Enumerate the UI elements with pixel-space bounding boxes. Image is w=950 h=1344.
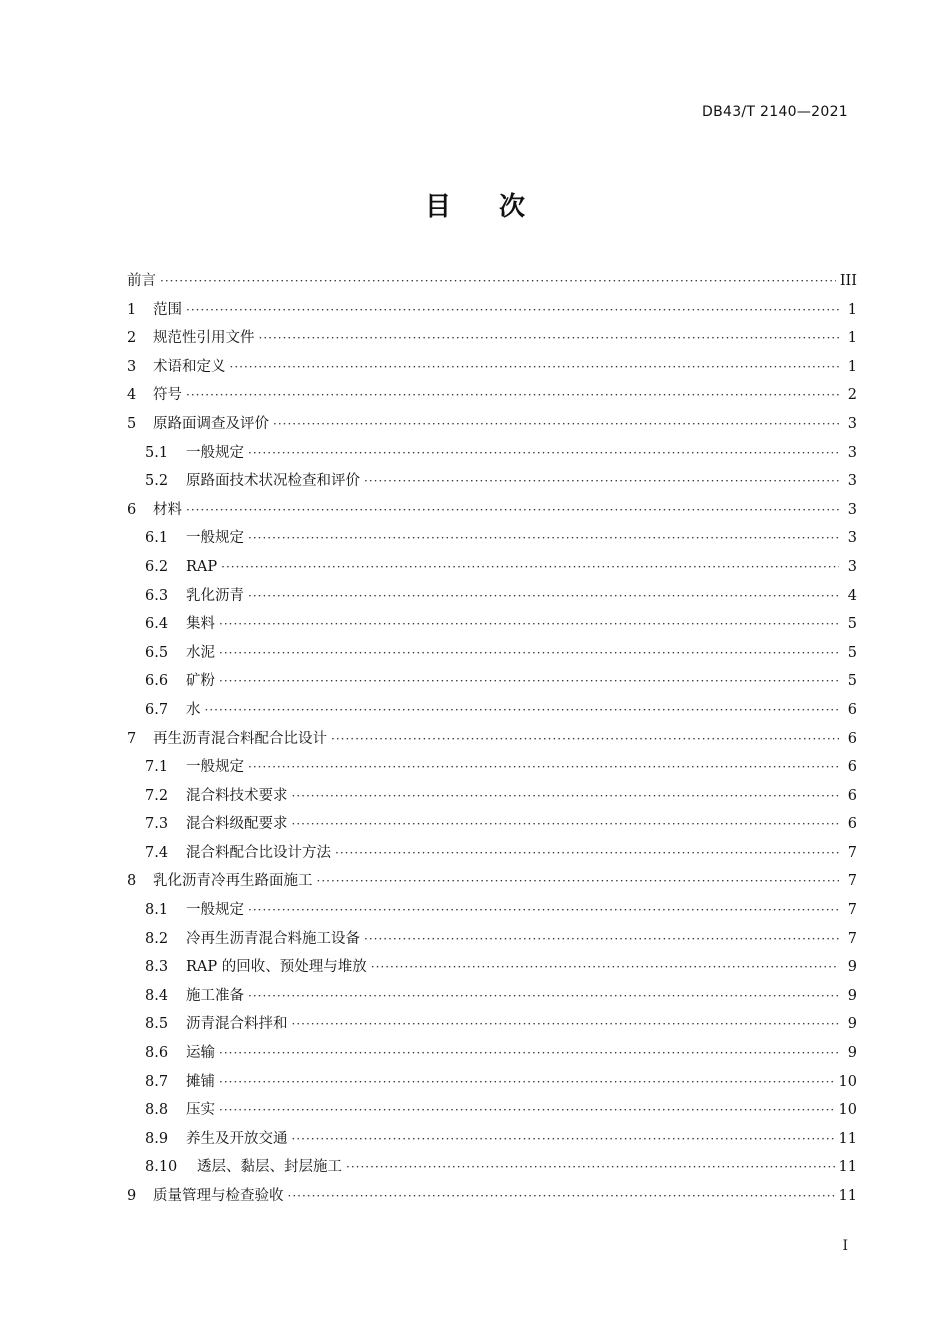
toc-entry-page: 6 [847, 787, 857, 804]
dot-leader [219, 639, 839, 668]
toc-entry-number: 8 [127, 873, 137, 890]
toc-entry-label: 水泥 [186, 644, 215, 661]
table-of-contents [127, 267, 857, 1211]
toc-entry-number: 6.3 [145, 587, 169, 604]
dot-leader [273, 410, 839, 439]
toc-entry-label: 材料 [153, 501, 182, 518]
toc-entry-page: 11 [838, 1130, 857, 1147]
dot-leader [248, 439, 839, 468]
dot-leader [186, 296, 839, 325]
toc-entry-label: RAP 的回收、预处理与堆放 [186, 959, 367, 976]
toc-entry-number: 6 [127, 501, 137, 518]
toc-entry-number: 7.3 [145, 816, 169, 833]
toc-entry-page: 6 [847, 816, 857, 833]
dot-leader [219, 667, 839, 696]
toc-entry[interactable] [127, 1096, 857, 1125]
toc-entry[interactable] [127, 696, 857, 725]
dot-leader [248, 753, 839, 782]
toc-entry-number: 6.2 [145, 558, 169, 575]
toc-entry-number: 6.5 [145, 644, 169, 661]
toc-entry-page: 9 [847, 987, 857, 1004]
toc-entry[interactable] [127, 324, 857, 353]
toc-entry[interactable] [127, 1182, 857, 1211]
toc-entry[interactable] [127, 439, 857, 468]
toc-entry-page: 11 [838, 1188, 857, 1204]
toc-entry-page: 6 [847, 759, 857, 776]
dot-leader [248, 582, 839, 611]
toc-entry-label: 冷再生沥青混合料施工设备 [186, 930, 360, 947]
toc-entry-number: 7.4 [145, 844, 169, 861]
toc-entry[interactable] [127, 1153, 857, 1182]
dot-leader [219, 610, 839, 639]
dot-leader [160, 267, 836, 296]
toc-entry-number: 9 [127, 1188, 137, 1204]
dot-leader [288, 1182, 835, 1211]
dot-leader [292, 782, 840, 811]
toc-entry-number: 5 [127, 415, 137, 432]
dot-leader [186, 496, 839, 525]
toc-entry-number: 6.1 [145, 530, 169, 547]
toc-entry-label: 乳化沥青冷再生路面施工 [153, 873, 313, 890]
toc-entry-page: 5 [847, 673, 857, 690]
toc-entry[interactable] [127, 410, 857, 439]
toc-entry-label: 运输 [186, 1045, 215, 1062]
toc-entry-page: 11 [838, 1159, 857, 1176]
dot-leader [205, 696, 840, 725]
toc-entry-label: 一般规定 [186, 444, 244, 461]
toc-entry-page: 9 [847, 1045, 857, 1062]
toc-entry[interactable] [127, 753, 857, 782]
toc-entry[interactable] [127, 667, 857, 696]
dot-leader [230, 353, 840, 382]
toc-entry-page: 1 [847, 358, 857, 375]
toc-entry-page: 10 [838, 1073, 857, 1090]
toc-entry-number: 8.4 [145, 987, 169, 1004]
dot-leader [259, 324, 840, 353]
toc-entry-label: 原路面调查及评价 [153, 415, 269, 432]
toc-entry-number: 8.5 [145, 1016, 169, 1033]
toc-entry-page: 7 [847, 844, 857, 861]
toc-entry[interactable] [127, 839, 857, 868]
toc-entry-page: 5 [847, 644, 857, 661]
toc-entry-number: 6.4 [145, 616, 169, 633]
toc-entry-page: 1 [847, 330, 857, 347]
toc-entry-number: 8.3 [145, 959, 169, 976]
dot-leader [364, 467, 839, 496]
dot-leader [248, 982, 839, 1011]
toc-entry-label: 混合料技术要求 [186, 787, 288, 804]
toc-entry[interactable] [127, 953, 857, 982]
toc-entry[interactable] [127, 381, 857, 410]
toc-entry-page: 7 [847, 930, 857, 947]
toc-entry-page: 7 [847, 873, 857, 890]
toc-entry-number: 8.6 [145, 1045, 169, 1062]
toc-entry-number: 8.7 [145, 1073, 169, 1090]
toc-entry[interactable] [127, 353, 857, 382]
toc-entry-page: 3 [847, 444, 857, 461]
toc-entry-page: 6 [847, 730, 857, 747]
toc-entry-number: 1 [127, 301, 137, 318]
toc-entry[interactable] [127, 496, 857, 525]
toc-entry-label: 规范性引用文件 [153, 330, 255, 347]
toc-entry-label: 透层、黏层、封层施工 [197, 1159, 342, 1176]
toc-entry-page: 6 [847, 701, 857, 718]
toc-entry-number: 8.10 [145, 1159, 178, 1176]
toc-entry-label: 矿粉 [186, 673, 215, 690]
toc-entry[interactable] [127, 982, 857, 1011]
toc-entry-number: 7.1 [145, 759, 169, 776]
toc-entry-number: 6.6 [145, 673, 169, 690]
dot-leader [186, 381, 839, 410]
dot-leader [371, 953, 839, 982]
toc-entry-number: 7.2 [145, 787, 169, 804]
toc-entry-number: 6.7 [145, 701, 169, 718]
toc-entry-label: 混合料配合比设计方法 [186, 844, 331, 861]
toc-entry[interactable] [127, 267, 857, 296]
toc-entry-number: 5.2 [145, 473, 169, 490]
dot-leader [219, 1096, 835, 1125]
toc-entry[interactable] [127, 896, 857, 925]
toc-entry-page: 1 [847, 301, 857, 318]
toc-entry-label: 沥青混合料拌和 [186, 1016, 288, 1033]
toc-entry-page: 10 [838, 1102, 857, 1119]
dot-leader [292, 1125, 835, 1154]
toc-entry[interactable] [127, 1125, 857, 1154]
toc-entry[interactable] [127, 639, 857, 668]
toc-entry[interactable] [127, 1010, 857, 1039]
toc-entry[interactable] [127, 867, 857, 896]
toc-entry-page: 9 [847, 1016, 857, 1033]
toc-entry-number: 3 [127, 358, 137, 375]
toc-entry-label: 乳化沥青 [186, 587, 244, 604]
dot-leader [364, 925, 839, 954]
toc-entry-label: 一般规定 [186, 902, 244, 919]
toc-entry[interactable] [127, 925, 857, 954]
toc-entry[interactable] [127, 582, 857, 611]
toc-entry-number: 8.1 [145, 902, 169, 919]
toc-entry-page: 3 [847, 473, 857, 490]
dot-leader [317, 867, 840, 896]
toc-entry-number: 8.9 [145, 1130, 169, 1147]
toc-entry-label: 集料 [186, 616, 215, 633]
toc-entry-label: 术语和定义 [153, 358, 226, 375]
dot-leader [335, 839, 839, 868]
toc-entry-page: 3 [847, 558, 857, 575]
toc-entry-label: 符号 [153, 387, 182, 404]
toc-entry-label: 范围 [153, 301, 182, 318]
toc-entry-label: RAP [186, 558, 218, 575]
toc-entry[interactable] [127, 725, 857, 754]
toc-entry-page: III [839, 273, 857, 289]
toc-entry-label: 混合料级配要求 [186, 816, 288, 833]
toc-entry-page: 4 [847, 587, 857, 604]
toc-entry-number: 4 [127, 387, 137, 404]
dot-leader [292, 810, 840, 839]
toc-entry[interactable] [127, 296, 857, 325]
dot-leader [346, 1153, 835, 1182]
toc-entry-number: 8.2 [145, 930, 169, 947]
page-number: I [842, 1238, 848, 1254]
toc-entry-label: 压实 [186, 1102, 215, 1119]
toc-entry[interactable] [127, 810, 857, 839]
toc-entry[interactable] [127, 610, 857, 639]
toc-entry-page: 9 [847, 959, 857, 976]
toc-entry-number: 2 [127, 330, 137, 347]
toc-entry-label: 摊铺 [186, 1073, 215, 1090]
toc-entry[interactable] [127, 524, 857, 553]
toc-entry-label: 再生沥青混合料配合比设计 [153, 730, 327, 747]
toc-entry[interactable] [127, 1068, 857, 1097]
toc-entry[interactable] [127, 467, 857, 496]
dot-leader [219, 1039, 839, 1068]
document-code: DB43/T 2140—2021 [702, 104, 848, 120]
page-title: 目次 [424, 192, 573, 222]
toc-entry-page: 7 [847, 902, 857, 919]
toc-entry-label: 前言 [127, 273, 156, 289]
toc-entry-page: 3 [847, 530, 857, 547]
toc-entry-label: 养生及开放交通 [186, 1130, 288, 1147]
dot-leader [248, 896, 839, 925]
dot-leader [219, 1068, 835, 1097]
toc-entry-label: 质量管理与检查验收 [153, 1188, 284, 1204]
toc-entry-number: 7 [127, 730, 137, 747]
toc-entry-number: 8.8 [145, 1102, 169, 1119]
dot-leader [292, 1010, 840, 1039]
toc-entry-label: 水 [186, 701, 201, 718]
toc-entry-page: 3 [847, 415, 857, 432]
toc-entry-label: 原路面技术状况检查和评价 [186, 473, 360, 490]
toc-entry[interactable] [127, 553, 857, 582]
toc-entry-label: 一般规定 [186, 759, 244, 776]
toc-entry-page: 5 [847, 616, 857, 633]
toc-entry-page: 2 [847, 387, 857, 404]
toc-entry-number: 5.1 [145, 444, 169, 461]
dot-leader [331, 725, 839, 754]
toc-entry-label: 施工准备 [186, 987, 244, 1004]
toc-entry[interactable] [127, 782, 857, 811]
dot-leader [221, 553, 839, 582]
dot-leader [248, 524, 839, 553]
toc-entry-page: 3 [847, 501, 857, 518]
toc-entry-label: 一般规定 [186, 530, 244, 547]
toc-entry[interactable] [127, 1039, 857, 1068]
